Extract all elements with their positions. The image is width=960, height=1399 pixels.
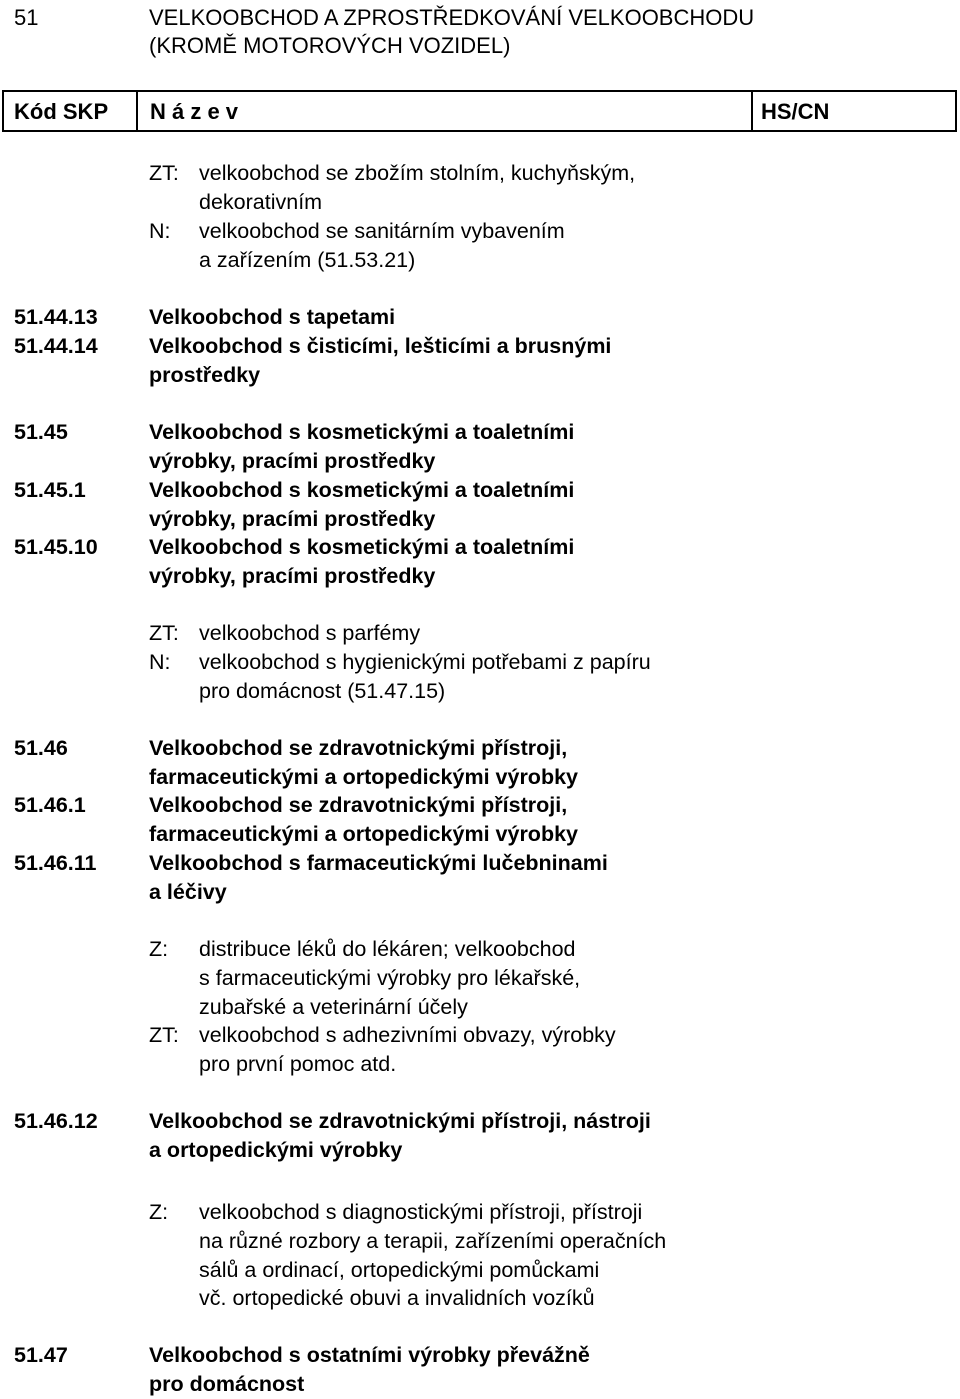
entry-code: 51.44.14 bbox=[14, 334, 98, 358]
header-code-column: Kód SKP bbox=[4, 92, 138, 130]
header-name-column: N á z e v bbox=[138, 92, 753, 130]
entry-code: 51.46.11 bbox=[14, 851, 97, 875]
note-label: ZT: bbox=[149, 161, 179, 185]
entry-title: Velkoobchod s tapetami bbox=[149, 305, 396, 329]
entry-title: Velkoobchod se zdravotnickými přístroji, farmaceutickými a ortopedickými výrobky bbox=[149, 736, 578, 789]
note-text: distribuce léků do lékáren; velkoobchod s farmaceutickými výrobky pro lékařské, zubařské a veterinární účely bbox=[199, 937, 581, 1019]
entry-code: 51.46.12 bbox=[14, 1109, 98, 1133]
note-label: ZT: bbox=[149, 1023, 179, 1047]
section-code: 51 bbox=[14, 5, 39, 30]
note-label: N: bbox=[149, 219, 171, 243]
note-text: velkoobchod s hygienickými potřebami z papíru pro domácnost (51.47.15) bbox=[199, 650, 651, 703]
note-text: velkoobchod se zbožím stolním, kuchyňským, dekorativním bbox=[199, 161, 636, 214]
table-header bbox=[2, 90, 957, 132]
entry-title: Velkoobchod s farmaceutickými lučebninami a léčivy bbox=[149, 851, 608, 904]
entry-title: Velkoobchod s kosmetickými a toaletními výrobky, pracími prostředky bbox=[149, 478, 575, 531]
note-text: velkoobchod s adhezivními obvazy, výrobky pro první pomoc atd. bbox=[199, 1023, 616, 1076]
entry-title: Velkoobchod s kosmetickými a toaletními výrobky, pracími prostředky bbox=[149, 420, 575, 473]
entry-code: 51.45.10 bbox=[14, 535, 98, 559]
note-text: velkoobchod s parfémy bbox=[199, 621, 421, 645]
note-label: Z: bbox=[149, 937, 169, 961]
entry-title: Velkoobchod se zdravotnickými přístroji, farmaceutickými a ortopedickými výrobky bbox=[149, 793, 578, 846]
entry-code: 51.46 bbox=[14, 736, 68, 760]
note-text: velkoobchod se sanitárním vybavením a zařízením (51.53.21) bbox=[199, 219, 565, 272]
entry-title: Velkoobchod s kosmetickými a toaletními výrobky, pracími prostředky bbox=[149, 535, 575, 588]
note-label: ZT: bbox=[149, 621, 179, 645]
entry-title: Velkoobchod se zdravotnickými přístroji, nástroji a ortopedickými výrobky bbox=[149, 1109, 651, 1162]
section-title: VELKOOBCHOD A ZPROSTŘEDKOVÁNÍ VELKOOBCHODU (KROMĚ MOTOROVÝCH VOZIDEL) bbox=[149, 5, 755, 58]
entry-code: 51.47 bbox=[14, 1343, 68, 1367]
entry-title: Velkoobchod s čisticími, lešticími a brusnými prostředky bbox=[149, 334, 612, 387]
entry-code: 51.46.1 bbox=[14, 793, 86, 817]
note-label: N: bbox=[149, 650, 171, 674]
entry-code: 51.45.1 bbox=[14, 478, 86, 502]
note-label: Z: bbox=[149, 1200, 169, 1224]
header-hscn-column: HS/CN bbox=[761, 99, 830, 124]
entry-title: Velkoobchod s ostatními výrobky převážně pro domácnost bbox=[149, 1343, 590, 1396]
entry-code: 51.45 bbox=[14, 420, 68, 444]
entry-code: 51.44.13 bbox=[14, 305, 98, 329]
note-text: velkoobchod s diagnostickými přístroji, přístroji na různé rozbory a terapii, zařízeními operačních sálů a ordinací, ortopedickými pomůckami vč. ortopedické obuvi a invalidních vozíků bbox=[199, 1200, 667, 1311]
